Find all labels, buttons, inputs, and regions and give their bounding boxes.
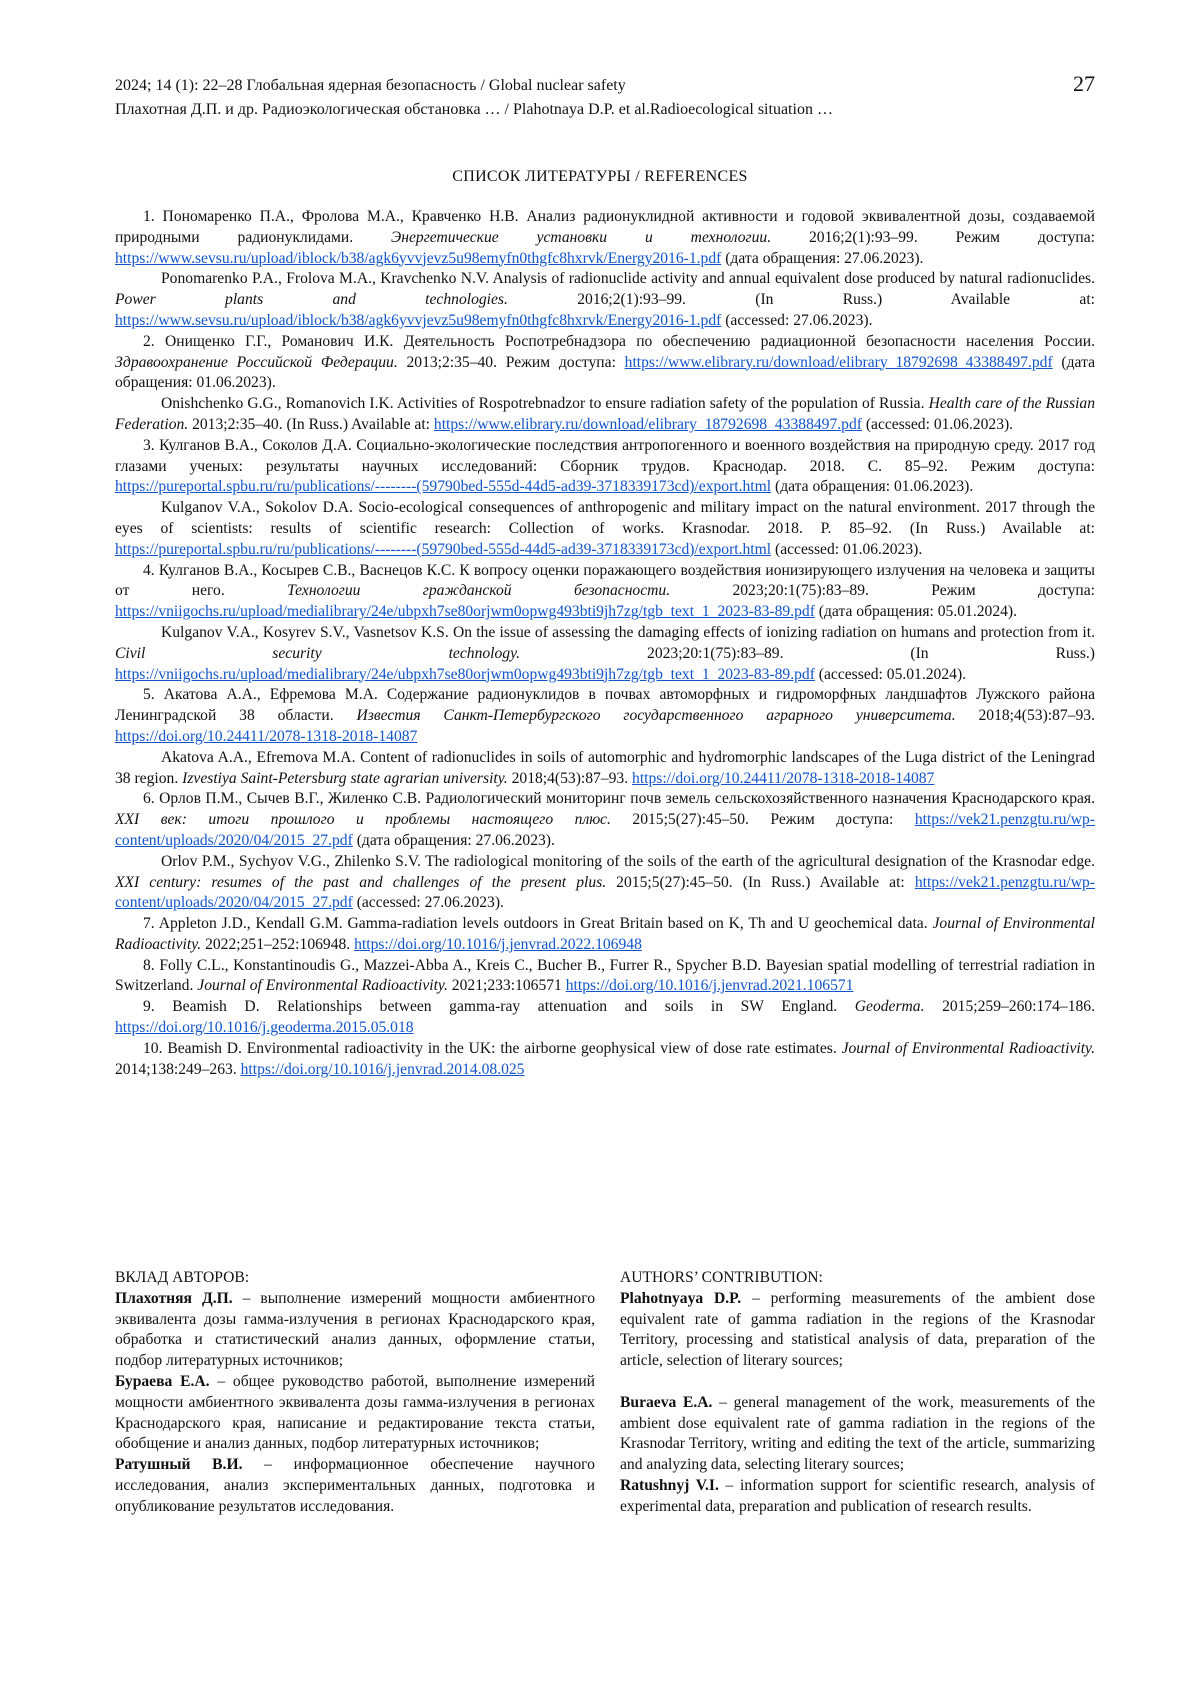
reference-source: Journal of Environmental Radioactivity. [841,1039,1095,1057]
reference-authors-title: Orlov P.M., Sychyov V.G., Zhilenko S.V. The radiological monitoring of the soils of the earth of the agricultural designation of the Krasnodar edge. [161,852,1095,870]
contributor-name: Ратушный В.И. [115,1456,243,1474]
reference-details: 2023;20:1(75):83–89. Режим доступа: [670,582,1096,600]
contribution-entry [620,1393,1095,1476]
reference-link[interactable]: https://vek21.penzgtu.ru/wp-content/uploads/2020/04/2015_27.pdf [115,873,1095,912]
running-header [115,71,1095,122]
reference-entry-en [115,623,1095,685]
reference-authors-title: Kulganov V.A., Sokolov D.A. Socio-ecological consequences of anthropogenic and military impact on the natural environment. 2017 through the eyes of scientists: results of scientific research: Collection of works. Krasnodar. 2018. P. 85–92. (In Russ.) Available at: [115,499,1095,537]
contributor-name: Buraeva E.A. [620,1393,713,1411]
contribution-text: – информационное обеспечение научного исследования, анализ экспериментальных данных, подготовка и опубликование результатов исследования. [115,1456,595,1515]
reference-entry [115,914,1095,956]
reference-link[interactable]: https://www.elibrary.ru/download/elibrary_18792698_43388497.pdf [433,415,862,433]
reference-link[interactable]: https://doi.org/10.1016/j.jenvrad.2021.106571 [565,977,854,995]
contribution-text: – общее руководство работой, выполнение измерений мощности амбиентного эквивалента дозы гамма-излучения в регионах Краснодарского края, написание и редактирование текста статьи, обобщение и анализ данных, подбор литературных источников; [115,1372,596,1453]
reference-source: Технологии гражданской безопасности. [287,582,671,600]
contributor-name: Плахотняя Д.П. [115,1289,233,1307]
reference-link[interactable]: https://vniigochs.ru/upload/medialibrary/24e/ubpxh7se80orjwm0opwg493bti9jh7zg/tgb_text_1_2023-83-89.pdf [115,603,815,621]
reference-authors-title: 6. Орлов П.М., Сычев В.Г., Жиленко С.В. Радиологический мониторинг почв земель сельскохозяйственного назначения Краснодарского края. [143,790,1095,808]
reference-authors-title: Onishchenko G.G., Romanovich I.K. Activities of Rospotrebnadzor to ensure radiation safety of the population of Russia. [161,395,929,413]
author-contribution-ru [115,1268,595,1518]
reference-link[interactable]: https://vniigochs.ru/upload/medialibrary/24e/ubpxh7se80orjwm0opwg493bti9jh7zg/tgb_text_1_2023-83-89.pdf [115,665,815,683]
contribution-text: – information support for scientific research, analysis of experimental data, preparation and publication of research results. [620,1476,1095,1515]
reference-link[interactable]: https://doi.org/10.1016/j.jenvrad.2014.08.025 [240,1060,525,1078]
reference-link[interactable]: https://www.sevsu.ru/upload/iblock/b38/agk6yvvjevz5u98emyfn0thgfc8hxrvk/Energy2016-1.pdf [115,249,722,267]
contribution-entry [115,1372,595,1455]
reference-accessed: (дата обращения: 01.06.2023). [771,478,974,496]
reference-accessed: (дата обращения: 01.06.2023). [115,353,1095,392]
reference-details: 2014;138:249–263. [115,1060,241,1078]
reference-details: 2021;233:106571 [447,977,566,995]
reference-entry-en [115,498,1095,560]
reference-details: 2015;5(27):45–50. Режим доступа: [610,811,915,829]
reference-details: 2015;259–260:174–186. [924,998,1095,1016]
reference-details: 2022;251–252:106948. [201,935,355,953]
reference-entry [115,1039,1095,1081]
reference-link[interactable]: https://vek21.penzgtu.ru/wp-content/uploads/2020/04/2015_27.pdf [115,811,1095,849]
reference-authors-title: 1. Пономаренко П.А., Фролова М.А., Кравченко Н.В. Анализ радионуклидной активности и годовой эквивалентной дозы, создаваемой природными радионуклидами. [115,208,1095,246]
reference-accessed: (accessed: 27.06.2023). [352,894,504,912]
reference-details: 2016;2(1):93–99. Режим доступа: [771,228,1095,246]
reference-link[interactable]: https://doi.org/10.1016/j.geoderma.2015.05.018 [115,1019,414,1037]
contribution-heading-ru: ВКЛАД АВТОРОВ: [115,1269,250,1286]
reference-source: XXI век: итоги прошлого и проблемы настоящего плюс. [115,811,611,829]
reference-details: 2023;20:1(75):83–89. (In Russ.) [520,644,1095,662]
article-short-title-line: Плахотная Д.П. и др. Радиоэкологическая обстановка … / Plahotnaya D.P. et al.Radioecological situation … [115,101,833,118]
reference-entry [115,956,1095,998]
references-list [115,207,1095,1080]
reference-accessed: (accessed: 01.06.2023). [771,540,923,558]
reference-accessed: (accessed: 05.01.2024). [814,665,967,683]
reference-entry [115,789,1095,851]
contributor-name: Ratushnyj V.I. [620,1476,719,1494]
reference-entry [115,332,1095,394]
reference-link[interactable]: https://www.elibrary.ru/download/elibrary_18792698_43388497.pdf [624,353,1053,371]
reference-entry [115,436,1095,498]
reference-entry-en [115,748,1095,790]
reference-source: Journal of Environmental Radioactivity. [115,915,1096,953]
reference-accessed: (дата обращения: 27.06.2023). [352,831,555,849]
reference-details: 2016;2(1):93–99. (In Russ.) Available at: [507,291,1096,309]
reference-details: 2015;5(27):45–50. (In Russ.) Available at: [606,873,915,891]
contribution-text: – выполнение измерений мощности амбиентного эквивалента дозы гамма-излучения в регионах Краснодарского края, обработка и статистический анализ данных, оформление статьи, подбор литературных источников; [115,1289,596,1370]
contribution-text: – performing measurements of the ambient dose equivalent rate of gamma radiation in the regions of the Krasnodar Territory, processing and statistical analysis of data, preparation of the article, selection of literary sources; [620,1289,1095,1370]
reference-accessed: (accessed: 27.06.2023). [721,311,873,329]
reference-link[interactable]: https://pureportal.spbu.ru/ru/publications/--------(59790bed-555d-44d5-ad39-3718339173cd)/export.html [115,540,772,558]
reference-authors-title: 8. Folly C.L., Konstantinoudis G., Mazzei-Abba A., Kreis C., Bucher B., Furrer R., Spycher B.D. Bayesian spatial modelling of terrestrial radiation in Switzerland. [115,956,1095,995]
reference-source: Civil security technology. [115,644,521,662]
contribution-entry [115,1289,595,1372]
reference-accessed: (дата обращения: 27.06.2023). [721,249,924,267]
reference-source: Izvestiya Saint-Petersburg state agrarian university. [182,769,508,787]
reference-entry-en [115,394,1095,436]
reference-source: Geoderma. [854,998,925,1016]
contribution-text: – general management of the work, measurements of the ambient dose equivalent rate of gamma radiation in the regions of the Krasnodar Territory, writing and editing the text of the article, summarizing and analyzing data, selecting literary sources; [620,1393,1095,1474]
reference-details: 2013;2:35–40. (In Russ.) Available at: [188,415,434,433]
reference-accessed: (дата обращения: 05.01.2024). [814,603,1018,621]
contributor-name: Бураева Е.А. [115,1372,210,1390]
reference-source: Power plants and technologies. [115,291,508,309]
contribution-heading-en: AUTHORS’ CONTRIBUTION: [620,1269,823,1286]
contribution-entry [620,1289,1095,1372]
reference-details: 2013;2:35–40. Режим доступа: [397,353,625,371]
reference-authors-title: 2. Онищенко Г.Г., Романович И.К. Деятельность Роспотребнадзора по обеспечению радиационной безопасности населения России. [143,332,1095,350]
contribution-list-ru [115,1289,595,1518]
reference-source: Энергетические установки и технологии. [391,228,772,246]
reference-entry [115,561,1095,623]
reference-source: Health care of the Russian Federation. [115,395,1095,433]
reference-authors-title: 10. Beamish D. Environmental radioactivity in the UK: the airborne geophysical view of dose rate estimates. [143,1039,842,1057]
reference-details: 2018;4(53):87–93. [507,769,633,787]
reference-entry-en [115,269,1095,331]
reference-link[interactable]: https://doi.org/10.1016/j.jenvrad.2022.106948 [354,935,642,953]
reference-link[interactable]: https://doi.org/10.24411/2078-1318-2018-14087 [632,769,935,787]
reference-link[interactable]: https://doi.org/10.24411/2078-1318-2018-14087 [115,727,418,745]
reference-authors-title: 9. Beamish D. Relationships between gamma-ray attenuation and soils in SW England. [143,998,855,1016]
reference-authors-title: 4. Кулганов В.А., Косырев С.В., Васнецов К.С. К вопросу оценки поражающего воздействия ионизирующего излучения на человека и защиты от него. [115,561,1095,600]
reference-authors-title: 5. Акатова А.А., Ефремова М.А. Содержание радионуклидов в почвах автоморфных и гидроморфных ландшафтов Лужского района Ленинградской 38 области. [115,686,1095,725]
references-title: СПИСОК ЛИТЕРАТУРЫ / REFERENCES [452,168,748,185]
reference-authors-title: Akatova A.A., Efremova M.A. Content of radionuclides in soils of automorphic and hydromorphic landscapes of the Luga district of the Leningrad 38 region. [115,748,1095,787]
journal-citation-line: 2024; 14 (1): 22–28 Глобальная ядерная безопасность / Global nuclear safety [115,77,626,94]
reference-authors-title: 3. Кулганов В.А., Соколов Д.А. Социально-экологические последствия антропогенного и военного воздействия на природную среду. 2017 год глазами ученых: результаты научных исследований: Сборник трудов. Краснодар. 2018. С. 85–92. Режим доступа: [115,436,1095,475]
reference-link[interactable]: https://pureportal.spbu.ru/ru/publications/--------(59790bed-555d-44d5-ad39-3718339173cd)/export.html [115,478,772,496]
contribution-entry [620,1476,1095,1518]
reference-authors-title: Ponomarenko P.A., Frolova M.A., Kravchenko N.V. Analysis of radionuclide activity and annual equivalent dose produced by natural radionuclides. [161,270,1095,288]
reference-accessed: (accessed: 01.06.2023). [861,415,1014,433]
reference-authors-title: Kulganov V.A., Kosyrev S.V., Vasnetsov K.S. On the issue of assessing the damaging effects of ionizing radiation on humans and protection from it. [161,623,1095,641]
reference-source: Journal of Environmental Radioactivity. [197,977,448,995]
reference-entry [115,685,1095,747]
reference-entry-en [115,852,1095,914]
reference-authors-title: 7. Appleton J.D., Kendall G.M. Gamma-radiation levels outdoors in Great Britain based on K, Th and U geochemical data. [143,915,933,933]
author-contribution-en [620,1268,1095,1518]
reference-source: XXI century: resumes of the past and challenges of the present plus. [115,873,607,891]
reference-entry [115,207,1095,269]
page-number: 27 [1073,71,1095,96]
contribution-list-en [620,1289,1095,1518]
reference-entry [115,997,1095,1039]
reference-source: Известия Санкт-Петербургского государственного аграрного университета. [356,707,956,725]
reference-source: Здравоохранение Российской Федерации. [115,353,398,371]
reference-details: 2018;4(53):87–93. [955,707,1095,725]
contribution-entry [115,1455,595,1517]
reference-link[interactable]: https://www.sevsu.ru/upload/iblock/b38/agk6yvvjevz5u98emyfn0thgfc8hxrvk/Energy2016-1.pdf [115,311,722,329]
contributor-name: Plahotnyaya D.P. [620,1289,742,1307]
